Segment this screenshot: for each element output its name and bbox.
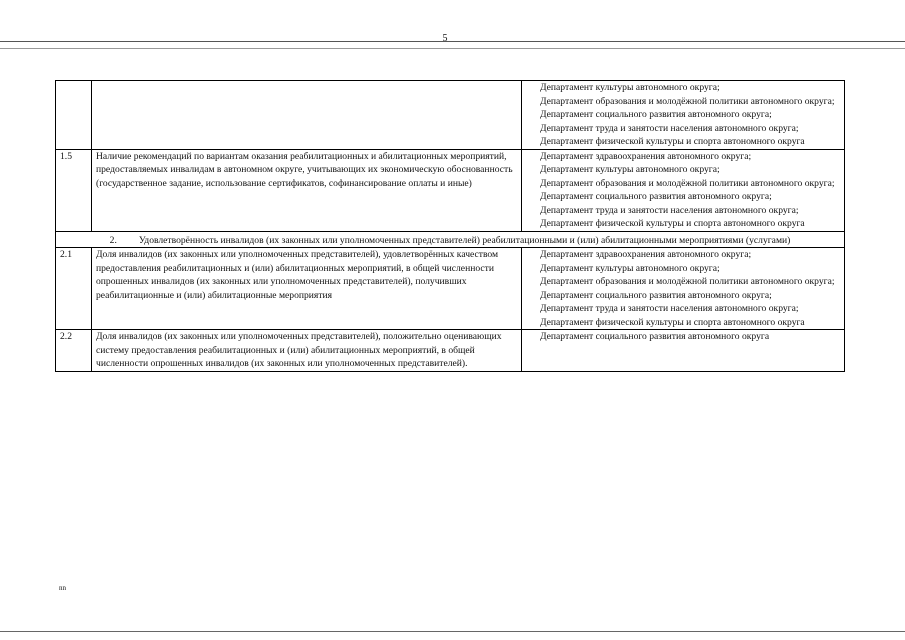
table-row-2-2 [56,330,845,372]
footer-mark: nn [59,584,66,592]
section-number: 2. [109,234,117,246]
responsible-cell [522,330,845,372]
scan-border-top [0,41,905,42]
responsible-item: Департамент культуры автономного округа; [540,82,720,93]
responsible-item: Департамент социального развития автономного округа; [540,191,772,202]
table-row-2-1 [56,248,845,330]
table-row-1-5 [56,149,845,231]
responsible-item: Департамент физической культуры и спорта автономного округа [540,316,805,328]
indicator-cell: Наличие рекомендаций по вариантам оказания реабилитационных и абилитационных мероприятий, предоставляемых инвалидам в автономном округе, учитывающих их экономическую обоснованность (государственное задание, использование сертификатов, софинансирование оплаты и иные) [92,149,522,231]
row-number-cell [56,81,92,150]
responsible-cell [522,248,845,330]
row-number-cell: 2.1 [56,248,92,330]
section-title: Удовлетворённость инвалидов (их законных или уполномоченных представителей) реабилитационными и (или) абилитационными мероприятиями (услугами) [138,234,791,246]
responsible-item: Департамент труда и занятости населения автономного округа; [540,122,799,134]
row-number-cell: 2.2 [56,330,92,372]
table-row-continuation [56,81,845,150]
responsible-item: Департамент социального развития автономного округа; [540,289,772,301]
scan-border-top-secondary [0,48,905,49]
responsible-item: Департамент труда и занятости населения автономного округа; [540,204,799,216]
responsible-item: Департамент культуры автономного округа; [540,164,720,175]
indicator-cell: Доля инвалидов (их законных или уполномоченных представителей), положительно оценивающих систему предоставления реабилитационных и (или) абилитационных мероприятий, в общей численности опрошенных инвалидов (их законных или уполномоченных представителей). [92,330,522,372]
section-heading [56,231,845,248]
responsible-item: Департамент образования и молодёжной политики автономного округа; [540,276,835,287]
responsible-item: Департамент культуры автономного округа; [540,262,720,274]
scan-border-bottom [0,631,905,632]
page-number: 5 [442,33,448,44]
responsible-item: Департамент социального развития автономного округа; [540,109,772,120]
responsible-item: Департамент социального развития автономного округа [540,331,770,342]
responsible-item: Департамент здравоохранения автономного округа; [540,150,752,162]
responsible-item: Департамент здравоохранения автономного округа; [540,249,752,260]
row-number-cell: 1.5 [56,149,92,231]
indicator-cell: Доля инвалидов (их законных или уполномоченных представителей), удовлетворённых качеством предоставления реабилитационных и (или) абилитационных мероприятий, в общей численности опрошенных инвалидов (их законных или уполномоченных представителей), получивших реабилитационные и (или) абилитационные мероприятия [92,248,522,330]
responsible-item: Департамент образования и молодёжной политики автономного округа; [540,177,835,189]
responsible-cell [522,149,845,231]
responsible-item: Департамент физической культуры и спорта автономного округа [540,136,805,147]
responsible-cell [522,81,845,150]
responsible-item: Департамент физической культуры и спорта автономного округа [540,218,805,229]
indicator-cell [92,81,522,150]
table-section-2 [56,231,845,248]
responsible-item: Департамент труда и занятости населения автономного округа; [540,303,799,314]
responsible-item: Департамент образования и молодёжной политики автономного округа; [540,95,835,107]
indicators-table [55,80,845,372]
